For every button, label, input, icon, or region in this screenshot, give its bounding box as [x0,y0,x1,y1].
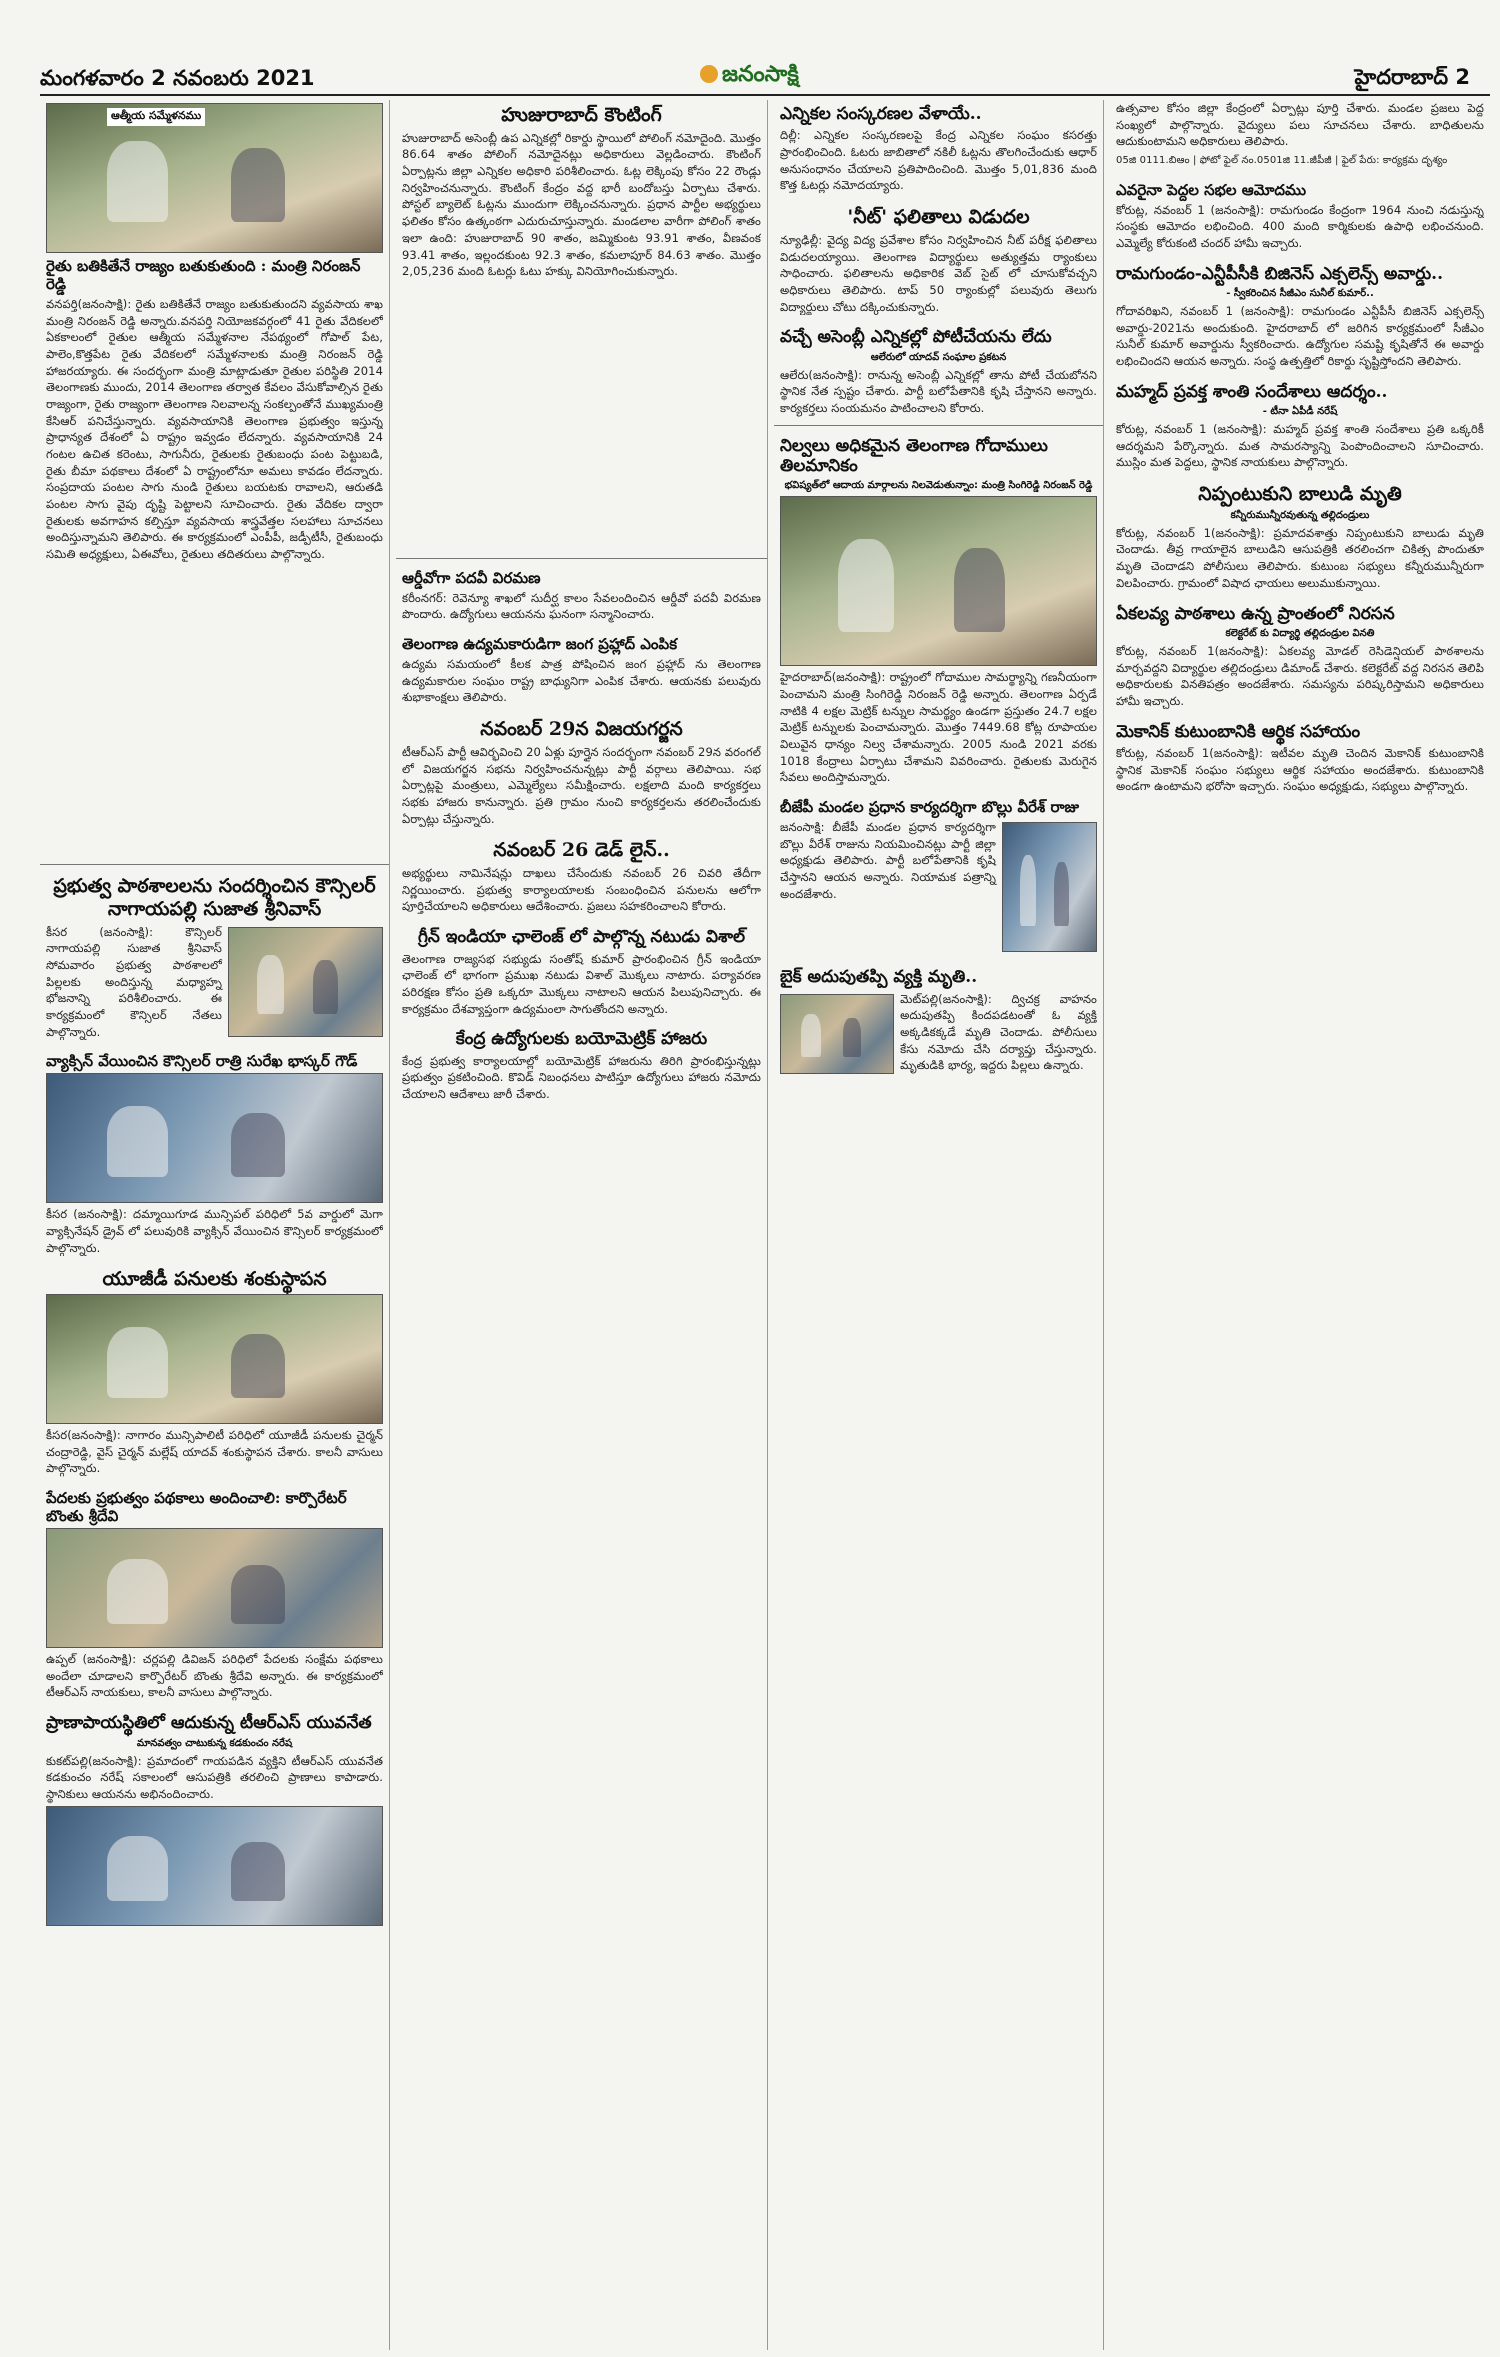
article-vaccine[interactable] [46,1048,383,1256]
article-prophet-message[interactable] [1116,378,1484,471]
photo-ugd [46,1294,383,1424]
headline: పేదలకు ప్రభుత్వం పథకాలు అందించాలి: కార్పొరేటర్ బొంతు శ్రీదేవి [46,1489,347,1526]
article-trs-youth[interactable] [46,1709,383,1928]
logo-icon [700,65,718,83]
article-neet[interactable] [780,202,1097,315]
article-body: కోరుట్ల, నవంబర్ 1 (జనంసాక్షి): రామగుండం కేంద్రంగా 1964 నుంచి నడుస్తున్న సంస్థకు ఆమోదం లభించింది. 400 మంది కార్మికులకు ఉపాధి లభించనుంది. ఎమ్మెల్యే కోరుకంటి చందర్ హామీ ఇచ్చారు. [1116,202,1484,250]
headline: బైక్ అదుపుతప్పి వ్యక్తి మృతి.. [780,967,978,988]
headline: ఎవరైనా పెద్దల సభల ఆమోదము [1116,180,1307,199]
column-3 [774,100,1104,2350]
photo-school [228,927,383,1037]
article-body: ఉద్యమ సమయంలో కీలక పాత్ర పోషించిన జంగ ప్రహ్లాద్ ను తెలంగాణ ఉద్యమకారుల సంఘం రాష్ట్ర బాధ్యునిగా ఎంపిక చేశారు. ఆయనకు పలువురు శుభాకాంక్షలు తెలిపారు. [402,657,761,705]
headline: రైతు బతికితేనే రాజ్యం బతుకుతుంది : మంత్రి నిరంజన్ రెడ్డి [46,257,361,293]
headline: బీజేపీ మండల ప్రధాన కార్యదర్శిగా బొల్లు వీరేశ్ రాజు [780,798,1080,817]
article-continued[interactable] [1116,100,1484,169]
article-body: టీఆర్ఎస్ పార్టీ ఆవిర్భవించి 20 ఏళ్లు పూర్తైన సందర్భంగా నవంబర్ 29న వరంగల్ లో విజయగర్జన సభను నిర్వహించనున్నట్లు పార్టీ వర్గాలు తెలిపాయి. సభ ఏర్పాట్లపై మంత్రులు, ఎమ్మెల్యేలు సమీక్షించారు. లక్షలాది మంది కార్యకర్తలు సభకు హాజరు కానున్నారు. ప్రతి గ్రామం నుంచి కార్యకర్తలను తరలించేందుకు ఏర్పాట్లు చేస్తున్నారు. [402,744,761,826]
article-huzurabad[interactable] [402,100,761,550]
article-bike-accident[interactable] [780,963,1097,1076]
subheadline: - స్వీకరించిన సీజీఎం సునీల్ కుమార్.. [1226,287,1374,299]
article-body: కీసర(జనంసాక్షి): నాగారం మున్సిపాలిటీ పరిధిలో యూజీడీ పనులకు చైర్మన్ చంద్రారెడ్డి, వైస్ చైర్మన్ మల్లేష్ యాదవ్ శంకుస్థాపన చేశారు. కాలనీ వాసులు పాల్గొన్నారు. [46,1428,383,1476]
headline: గ్రీన్ ఇండియా ఛాలెంజ్ లో పాల్గొన్న నటుడు విశాల్ [417,927,746,948]
photo-farmers-meeting [46,103,383,253]
article-rdo[interactable] [402,565,761,623]
headline: తెలంగాణ ఉద్యమకారుడిగా జంగ ప్రహ్లాద్ ఎంపిక [402,635,678,654]
article-body: అభ్యర్థులు నామినేషన్లు దాఖలు చేసేందుకు నవంబర్ 26 చివరి తేదీగా నిర్ణయించారు. ప్రభుత్వ కార్యాలయాలకు సంబంధించిన పనులను ఆలోగా పూర్తిచేయాలని అధికారులు ఆదేశించారు. ప్రజలు సహకరించాలని కోరారు. [402,866,761,914]
subheadline: కలెక్టరేట్ కు విద్యార్థి తల్లిదండ్రుల వినతి [1225,627,1375,639]
subheadline: - టీనా ఏపీడీ నరేష్ [1262,406,1338,417]
photo-accident [780,994,894,1074]
article-bjp[interactable] [780,794,1097,955]
article-biometric[interactable] [402,1025,761,1102]
article-body: కుకట్‌పల్లి(జనంసాక్షి): ప్రమాదంలో గాయపడిన వ్యక్తిని టీఆర్ఎస్ యువనేత కడకుంచం నరేష్ సకాలంలో ఆసుపత్రికి తరలించి ప్రాణాలు కాపాడారు. స్థానికులు ఆయనను అభినందించారు. [46,1753,383,1801]
article-green-india[interactable] [402,923,761,1017]
photo-corporator [46,1528,383,1648]
headline: కేంద్ర ఉద్యోగులకు బయోమెట్రిక్ హాజరు [455,1029,708,1050]
photo-hospital [46,1806,383,1926]
article-body: కోరుట్ల, నవంబర్ 1(జనంసాక్షి): ప్రమాదవశాత్తు నిప్పంటుకుని బాలుడు మృతి చెందాడు. తీవ్ర గాయాలైన బాలుడిని ఆసుపత్రికి తరలించగా చికిత్స పొందుతూ మృతి చెందాడని పోలీసులు తెలిపారు. కుటుంబ సభ్యులు కన్నీరుమున్నీరుగా విలపించారు. గ్రామంలో విషాద ఛాయలు అలుముకున్నాయి. [1116,525,1484,590]
article-election-reforms[interactable] [780,100,1097,194]
photo-vaccine [46,1073,383,1203]
photo-bjp-leader [1002,822,1097,952]
banner-text: ఆత్మీయ సమ్మేళనము [107,108,205,126]
headline: మెకానిక్ కుటుంబానికి ఆర్థిక సహాయం [1116,721,1361,742]
headline: ఆర్డీవోగా పదవీ విరమణ [402,568,541,587]
article-body: కీసర (జనంసాక్షి): దమ్మాయిగూడ మున్సిపల్ పరిధిలో 5వ వార్డులో మెగా వ్యాక్సినేషన్ డ్రైవ్ లో పలువురికి వ్యాక్సిన్ వేయించిన కౌన్సిలర్ కార్యక్రమంలో పాల్గొన్నారు. [46,1207,383,1255]
headline: యూజీడీ పనులకు శంకుస్థాపన [102,1268,327,1291]
photo-minister-meeting [780,496,1097,666]
headline: నవంబర్ 26 డెడ్ లైన్.. [493,839,670,862]
article-body: ఆలేరు(జనంసాక్షి): రానున్న అసెంబ్లీ ఎన్నికల్లో తాను పోటీ చేయబోనని స్థానిక నేత స్పష్టం చేశారు. పార్టీ బలోపేతానికి కృషి చేస్తానని అన్నారు. కార్యకర్తలు సంయమనం పాటించాలని కోరారు. [780,367,1097,415]
column-1 [40,100,390,2350]
article-body: గోదావరిఖని, నవంబర్ 1 (జనంసాక్షి): రామగుండం ఎన్టీపీసీ బిజినెస్ ఎక్సలెన్స్ అవార్డు-2021ను అందుకుంది. హైదరాబాద్ లో జరిగిన కార్యక్రమంలో సీజీఎం సునీల్ కుమార్ అవార్డును స్వీకరించారు. ఉద్యోగుల సమష్టి కృషితోనే ఈ అవార్డు లభించిందని ఆయన అన్నారు. సంస్థ ఉత్పత్తిలో రికార్డు సృష్టిస్తోందని తెలిపారు. [1116,303,1484,368]
article-mechanic-aid[interactable] [1116,718,1484,795]
headline: వ్యాక్సిన్ వేయించిన కౌన్సిలర్ రాత్రి సురేఖ భాస్కర్ గౌడ్ [46,1052,358,1071]
headline: 'నీట్' ఫలితాలు విడుదల [847,206,1030,229]
article-body: తెలంగాణ రాజ్యసభ సభ్యుడు సంతోష్ కుమార్ ప్రారంభించిన గ్రీన్ ఇండియా ఛాలెంజ్ లో భాగంగా ప్రముఖ నటుడు విశాల్ మొక్కలు నాటారు. పర్యావరణ పరిరక్షణ కోసం ప్రతి ఒక్కరూ మొక్కలు నాటాలని ఆయన పిలుపునిచ్చారు. ఈ కార్యక్రమం దేశవ్యాప్తంగా ఉద్యమంలా సాగుతోందని అన్నారు. [402,951,761,1016]
newspaper-logo[interactable]: జనంసాక్షి [700,62,799,92]
article-approval[interactable] [1116,177,1484,252]
headline: రామగుండం-ఎన్టీపీసీకి బిజినెస్ ఎక్సలెన్స్ అవార్డు.. [1116,263,1444,284]
article-body: కోరుట్ల, నవంబర్ 1 (జనంసాక్షి): మహ్మద్ ప్రవక్త శాంతి సందేశాలు ప్రతి ఒక్కరికీ ఆదర్శమని పేర్కొన్నారు. మత సామరస్యాన్ని పెంపొందించాలని సూచించారు. ముస్లిం మత పెద్దలు, స్థానిక నాయకులు పాల్గొన్నారు. [1116,422,1484,470]
article-body: కేంద్ర ప్రభుత్వ కార్యాలయాల్లో బయోమెట్రిక్ హాజరును తిరిగి ప్రారంభిస్తున్నట్లు ప్రభుత్వం ప్రకటించింది. కొవిడ్ నిబంధనలు పాటిస్తూ ఉద్యోగులు హాజరు నమోదు చేయాలని ఆదేశాలు జారీ చేశారు. [402,1053,761,1101]
headline: హుజురాబాద్ కౌంటింగ్ [501,104,662,126]
article-body: దిల్లీ: ఎన్నికల సంస్కరణలపై కేంద్ర ఎన్నికల సంఘం కసరత్తు ప్రారంభించింది. ఓటరు జాబితాలో నకిలీ ఓట్లను తొలగించేందుకు ఆధార్ అనుసంధానం చేయాలని ప్రతిపాదించింది. మొత్తం 5,01,836 మంది కొత్త ఓటర్లు నమోదయ్యారు. [780,128,1097,193]
headline: వచ్చే అసెంబ్లీ ఎన్నికల్లో పోటీచేయను లేదు [780,327,1052,348]
headline: నిల్వలు అధికమైన తెలంగాణ గోదాములు తిలమానికం [780,435,1048,477]
article-body: ఉత్సవాల కోసం జిల్లా కేంద్రంలో ఏర్పాట్లు పూర్తి చేశారు. మండల ప్రజలు పెద్ద సంఖ్యలో పాల్గొన్నారు. వైద్యులు పలు సూచనలు చేశారు. బాధితులను ఆదుకుంటామని అధికారులు తెలిపారు. [1116,101,1484,149]
subheadline: మానవత్వం చాటుకున్న కడకుంచం నరేష [136,1737,293,1749]
headline: ప్రాణాపాయస్థితిలో ఆదుకున్న టీఆర్ఎస్ యువనేత [46,1713,372,1734]
edition-page: హైదరాబాద్ 2 [1354,65,1470,89]
article-body: హుజురాబాద్ అసెంబ్లీ ఉప ఎన్నికల్లో రికార్డు స్థాయిలో పోలింగ్ నమోదైంది. మొత్తం 86.64 శాతం పోలింగ్ నమోదైనట్లు అధికారులు వెల్లడించారు. కౌంటింగ్ ఏర్పాట్లను జిల్లా ఎన్నికల అధికారి పరిశీలించారు. ఓట్ల లెక్కింపు కోసం 22 రౌండ్లు నిర్వహించనున్నారు. కౌంటింగ్ కేంద్రం వద్ద భారీ బందోబస్తు ఏర్పాటు చేశారు. పోస్టల్ బ్యాలెట్ ఓట్లను ముందుగా లెక్కించనున్నారు. ప్రధాన పార్టీల అభ్యర్థులు ఫలితం కోసం ఉత్కంఠగా ఎదురుచూస్తున్నారు. మండలాల వారీగా పోలింగ్ శాతం ఇలా ఉంది: హుజురాబాద్ 90 శాతం, జమ్మికుంట 93.91 శాతం, వీణవంక 93.41 శాతం, ఇల్లందకుంట 92.3 శాతం, కమలాపూర్ 84.63 శాతం. మొత్తం 2,05,236 మంది ఓటర్లు ఓటు హక్కు వినియోగించుకున్నారు. [402,130,761,279]
article-councillor-school[interactable] [46,871,383,1040]
article-body: కీసర (జనంసాక్షి): కౌన్సిలర్ నాగాయపల్లి సుజాత శ్రీనివాస్ సోమవారం ప్రభుత్వ పాఠశాలలో పిల్లలకు అందిస్తున్న మధ్యాహ్న భోజనాన్ని పరిశీలించారు. ఈ కార్యక్రమంలో కౌన్సిలర్ నేతలు పాల్గొన్నారు. [46,924,222,1039]
article-body: జనంసాక్షి: బీజేపీ మండల ప్రధాన కార్యదర్శిగా బొల్లు వీరేశ్ రాజును నియమించినట్లు పార్టీ జిల్లా అధ్యక్షుడు తెలిపారు. పార్టీ బలోపేతానికి కృషి చేస్తానని ఆయన అన్నారు. నియామక పత్రాన్ని అందజేశారు. [780,820,996,901]
article-boy-death[interactable] [1116,479,1484,591]
headline: నవంబర్ 29న విజయగర్జన [480,718,683,741]
article-ekalavya[interactable] [1116,600,1484,710]
article-ugd-works[interactable] [46,1264,383,1477]
article-ntpc-award[interactable] [1116,260,1484,370]
subheadline: భవిష్యత్‌లో ఆదాయ మార్గాలను నిలవెడుతున్నాం: మంత్రి సింగిరెడ్డి నిరంజన్ రెడ్డి [784,480,1093,492]
issue-date: మంగళవారం 2 నవంబరు 2021 [40,66,315,90]
article-body: న్యూఢిల్లీ: వైద్య విద్య ప్రవేశాల కోసం నిర్వహించిన నీట్ పరీక్ష ఫలితాలు విడుదలయ్యాయి. తెలంగాణ విద్యార్థులు అత్యుత్తమ ర్యాంకులు సాధించారు. ఫలితాలను అధికారిక వెబ్ సైట్ లో చూసుకోవచ్చని అధికారులు తెలిపారు. టాప్ 50 ర్యాంకుల్లో పలువురు తెలుగు విద్యార్థులు చోటు దక్కించుకున్నారు. [780,232,1097,314]
masthead [40,62,1490,96]
headline: మహ్మద్ ప్రవక్త శాంతి సందేశాలు ఆదర్శం.. [1116,381,1388,402]
article-activist[interactable] [402,631,761,706]
article-body: కరీంనగర్: రెవెన్యూ శాఖలో సుదీర్ఘ కాలం సేవలందించిన ఆర్డీవో పదవీ విరమణ పొందారు. ఉద్యోగులు ఆయనను ఘనంగా సన్మానించారు. [402,590,761,622]
article-body: వనపర్తి(జనంసాక్షి): రైతు బతికితేనే రాజ్యం బతుకుతుందని వ్యవసాయ శాఖ మంత్రి నిరంజన్ రెడ్డి అన్నారు.వనపర్తి నియోజకవర్గంలో 41 రైతు వేదికలలో ఏకకాలంలో రైతుల ఆత్మీయ సమ్మేళనాల నేపథ్యంలో గోపాల్ పేట, పాలెం,కొత్తపేట రైతు వేదికలలో సమ్మేళనాలకు మంత్రి నిరంజన్ రెడ్డి హాజరయ్యారు. ఈ సందర్భంగా మంత్రి మాట్లాడుతూ రైతుల పరిస్థితి 2014 తెలంగాణకు ముందు, 2014 తెలంగాణ తర్వాత కేవలం వేసుకోవాల్సిన రైతు రాజ్యంగా, రైతు రాజ్యంగా తెలంగాణ నిలవాలన్న సంకల్పంతోనే ముఖ్యమంత్రి కేసిఆర్ పనిచేస్తున్నారు. వ్యవసాయానికి తెలంగాణ ప్రభుత్వం ఇస్తున్న ప్రాధాన్యత దేశంలో ఏ రాష్ట్రం ఇవ్వడం లేదన్నారు. వ్యవసాయానికి 24 గంటల ఉచిత కరెంటు, సాగునీరు, రైతులకు రైతుబంధు పంట పెట్టుబడి, రైతు బీమా పథకాలు దేశంలో ఏ రాష్ట్రంలోనూ అమలు కావడం లేదన్నారు. సంప్రదాయ పంటల సాగు నుండి రైతులు బయటకు రావాలని, ఆరుతడి పంటల సాగు వైపు దృష్టి పెట్టాలని సూచించారు. రైతు వేదికల ద్వారా రైతులకు అవగాహన కల్పిస్తూ వ్యవసాయ శాస్త్రవేత్తల సలహాలు సూచనలు అందిస్తున్నామని తెలిపారు. ఈ కార్యక్రమంలో ఎంపీపీ, జడ్పీటీసీ, రైతుబంధు సమితి అధ్యక్షులు, ఏఈవోలు, రైతులు తదితరులు పాల్గొన్నారు. [46,297,383,562]
article-body: మెట్‌పల్లి(జనంసాక్షి): ద్విచక్ర వాహనం అదుపుతప్పి కిందపడటంతో ఓ వ్యక్తి అక్కడికక్కడే మృతి చెందాడు. పోలీసులు కేసు నమోదు చేసి దర్యాప్తు చేస్తున్నారు. మృతుడికి భార్య, ఇద్దరు పిల్లలు ఉన్నారు. [900,991,1097,1073]
article-body: హైదరాబాద్(జనంసాక్షి): రాష్ట్రంలో గోదాముల సామర్థ్యాన్ని గణనీయంగా పెంచామని మంత్రి సింగిరెడ్డి నిరంజన్ రెడ్డి అన్నారు. తెలంగాణ ఏర్పడే నాటికి 4 లక్షల మెట్రిక్ టన్నుల సామర్థ్యం ఉండగా ప్రస్తుతం 24.7 లక్షల మెట్రిక్ టన్నులకు పెంచామన్నారు. మొత్తం 7449.68 కోట్ల రూపాయల విలువైన ధాన్యం నిల్వ చేశామన్నారు. 2005 నుండి 2021 వరకు 1018 కేంద్రాలు ఏర్పాటు చేశామని వివరించారు. రైతులకు మెరుగైన సేవలు అందిస్తామన్నారు. [780,670,1097,785]
article-corporator[interactable] [46,1485,383,1701]
headline: ఎన్నికల సంస్కరణల వేళాయే.. [780,104,982,124]
article-no-contest[interactable] [780,323,1097,416]
article-farmers[interactable] [46,100,383,856]
headline: ఏకలవ్య పాఠశాలు ఉన్న ప్రాంతంలో నిరసన [1116,603,1395,624]
subheadline: కన్నీరుమున్నీరవుతున్న తల్లిదండ్రులు [1230,509,1370,521]
article-body: ఉప్పల్ (జనంసాక్షి): చర్లపల్లి డివిజన్ పరిధిలో పేదలకు సంక్షేమ పథకాలు అందేలా చూడాలని కార్పొరేటర్ బొంతు శ్రీదేవి అన్నారు. ఈ కార్యక్రమంలో టీఆర్ఎస్ నాయకులు, కాలనీ వాసులు పాల్గొన్నారు. [46,1652,383,1700]
photo-meta: 05జి 0111.బిఆం | ఫోటో ఫైల్ నం.0501జి 11.జీపీజీ | ఫైల్ పేరు: కార్యక్రమ దృశ్యం [1116,155,1448,167]
article-body: కోరుట్ల, నవంబర్ 1(జనంసాక్షి): ఇటీవల మృతి చెందిన మెకానిక్ కుటుంబానికి స్థానిక మెకానిక్ సంఘం సభ్యులు ఆర్థిక సహాయం అందజేశారు. కుటుంబానికి అండగా ఉంటామని భరోసా ఇచ్చారు. సంఘం అధ్యక్షుడు, సభ్యులు పాల్గొన్నారు. [1116,745,1484,794]
article-deadline[interactable] [402,835,761,915]
article-vijayagarjana[interactable] [402,714,761,827]
headline: నిప్పంటుకుని బాలుడి మృతి [1198,483,1402,506]
column-4 [1110,100,1490,2350]
subheadline: ఆలేరులో యాదవ్ సంఘాల ప్రకటన [870,351,1007,363]
article-body: కోరుట్ల, నవంబర్ 1(జనంసాక్షి): ఏకలవ్య మోడల్ రెసిడెన్షియల్ పాఠశాలను మార్చవద్దని విద్యార్థుల తల్లిదండ్రులు డిమాండ్ చేశారు. కలెక్టరేట్ వద్ద నిరసన తెలిపి అధికారులకు వినతిపత్రం అందజేశారు. సమస్యను పరిష్కరిస్తామని అధికారులు హామీ ఇచ్చారు. [1116,643,1484,708]
column-2 [396,100,768,2350]
headline: ప్రభుత్వ పాఠశాలలను సందర్శించిన కౌన్సిలర్ నాగాయపల్లి సుజాత శ్రీనివాస్ [53,875,376,920]
article-godowns[interactable] [780,432,1097,786]
